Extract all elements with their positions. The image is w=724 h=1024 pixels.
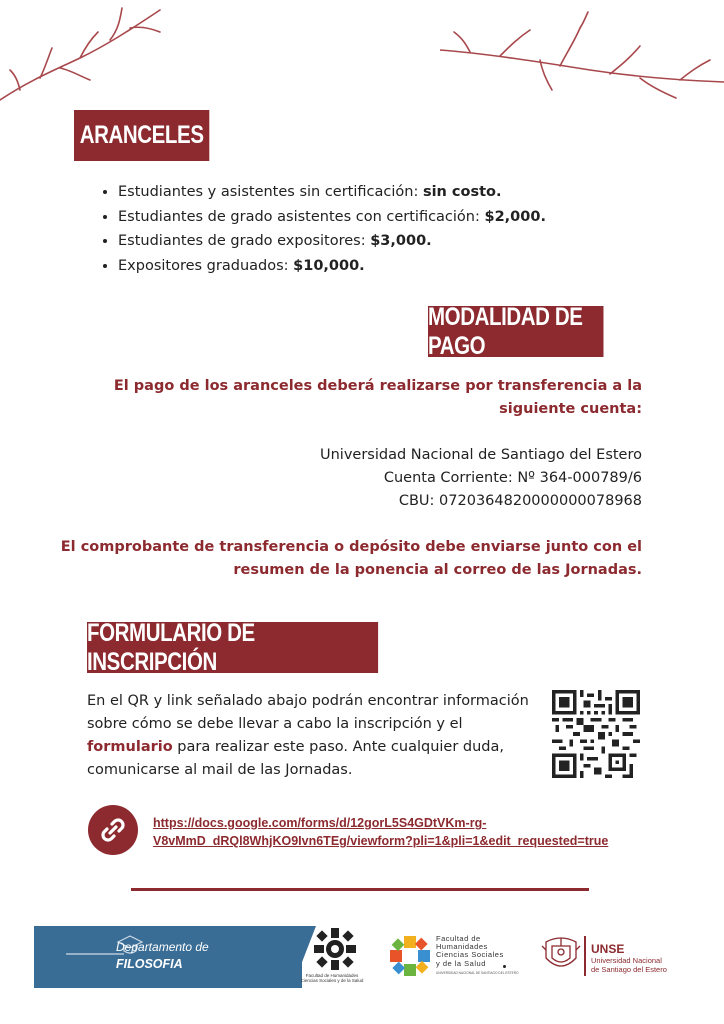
aranceles-heading bbox=[74, 110, 209, 161]
list-item: • Estudiantes de grado expositores: $3,000. bbox=[118, 229, 546, 254]
account-number: Cuenta Corriente: Nº 364-000789/6 bbox=[383, 470, 642, 486]
modalidad-pago-title: MODALIDAD DE PAGO bbox=[428, 302, 583, 360]
formulario-title: FORMULARIO DE INSCRIPCIÓN bbox=[87, 618, 255, 676]
formulario-heading bbox=[87, 618, 378, 676]
list-item: • Expositores graduados: $10,000. bbox=[118, 254, 546, 279]
dept-line1: Departamento de bbox=[116, 940, 209, 954]
fhcs-small-caption: Facultad de Humanidades Ciencias Sociales y de la Salud bbox=[300, 973, 364, 983]
dept-line2: FILOSOFIA bbox=[116, 957, 183, 971]
list-item: • Estudiantes y asistentes sin certificación: sin costo. bbox=[118, 180, 546, 205]
registration-form-link[interactable]: https://docs.google.com/forms/d/12gorL5S4GDtVKm-rg- V8vMmD_dRQl8WhjKO9Ivn6TEg/viewform?pli=1&pli=1&edit_requested=true bbox=[153, 816, 609, 848]
fhcs-logo-text: Facultad de Humanidades Ciencias Sociales y de la Salud bbox=[436, 934, 504, 968]
link-icon bbox=[88, 805, 138, 855]
divider bbox=[131, 888, 589, 891]
fhcs-emblem-dark bbox=[312, 926, 358, 972]
branch-decoration-right bbox=[440, 10, 724, 105]
unse-seal-icon bbox=[540, 932, 582, 976]
payment-note: El comprobante de transferencia o depósito debe enviarse junto con el resumen de la ponencia al correo de las Jornadas. bbox=[60, 539, 642, 578]
payment-intro: El pago de los aranceles deberá realizarse por transferencia a la siguiente cuenta: bbox=[113, 378, 642, 417]
branch-decoration-left bbox=[0, 0, 170, 110]
formulario-description: En el QR y link señalado abajo podrán encontrar información sobre cómo se debe llevar a cabo la inscripción y el formulario para realizar este paso. Ante cualquier duda, comunicarse al mail de las Jornadas. bbox=[87, 693, 529, 778]
unse-name: Universidad Nacional de Santiago del Estero bbox=[591, 956, 667, 974]
cbu-number: CBU: 0720364820000000078968 bbox=[398, 493, 642, 509]
departamento-filosofia-logo bbox=[34, 926, 302, 988]
qr-code[interactable] bbox=[552, 690, 640, 778]
fhcs-sub: UNIVERSIDAD NACIONAL DE SANTIAGO DEL ESTERO bbox=[436, 971, 519, 975]
modalidad-pago-heading bbox=[428, 302, 603, 360]
aranceles-title: ARANCELES bbox=[79, 121, 204, 149]
fhcs-dot bbox=[503, 965, 506, 968]
account-name: Universidad Nacional de Santiago del Estero bbox=[320, 447, 642, 463]
list-item: • Estudiantes de grado asistentes con certificación: $2,000. bbox=[118, 205, 546, 230]
fees-list bbox=[96, 180, 546, 278]
unse-divider bbox=[584, 936, 586, 976]
account-details bbox=[320, 444, 642, 513]
unse-abbr: UNSE bbox=[591, 942, 625, 956]
fhcs-emblem-color bbox=[388, 934, 432, 978]
link-button[interactable] bbox=[88, 805, 138, 855]
